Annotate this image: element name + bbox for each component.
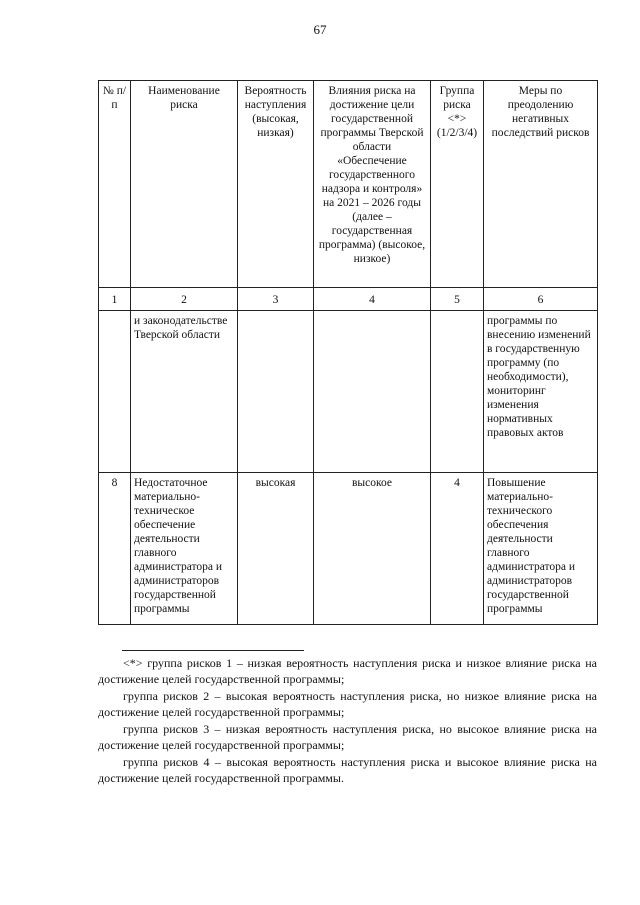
- footnote-group-4: группа рисков 4 – высокая вероятность наступления риска и высокое влияние риска на достижение целей государственной программы.: [98, 755, 597, 785]
- risk-group-cell: [431, 311, 484, 473]
- risk-name-cell: Недостаточное материально-техническое обеспечение деятельности главного администратора и администраторов государственной программы: [131, 473, 238, 625]
- header-risk-group: Группа риска <*> (1/2/3/4): [431, 81, 484, 288]
- table-header-row: [99, 81, 598, 288]
- row-number: [99, 311, 131, 473]
- column-number: 4: [314, 288, 431, 311]
- header-impact: Влияния риска на достижение цели государственной программы Тверской области «Обеспечение государственного надзора и контроля» на 2021 – 2026 годы (далее – государственная программа) (высокое, низкое): [314, 81, 431, 288]
- column-number: 6: [484, 288, 598, 311]
- footnote-group-2: группа рисков 2 – высокая вероятность наступления риска, но низкое влияние риска на достижение целей государственной программы;: [98, 689, 597, 719]
- probability-cell: высокая: [238, 473, 314, 625]
- header-risk-name: Наименование риска: [131, 81, 238, 288]
- risk-name-cell: и законодательстве Тверской области: [131, 311, 238, 473]
- footnote-group-3: группа рисков 3 – низкая вероятность наступления риска, но высокое влияние риска на достижение целей государственной программы;: [98, 722, 597, 752]
- column-number-row: [99, 288, 598, 311]
- column-number: 1: [99, 288, 131, 311]
- footnote-group-1: <*> группа рисков 1 – низкая вероятность наступления риска и низкое влияние риска на достижение целей государственной программы;: [98, 656, 597, 686]
- measures-cell: программы по внесению изменений в государственную программу (по необходимости), мониторинг изменения нормативных правовых актов: [484, 311, 598, 473]
- table-row: [99, 473, 598, 625]
- header-number: № п/п: [99, 81, 131, 288]
- impact-cell: [314, 311, 431, 473]
- risk-table: [98, 80, 598, 625]
- column-number: 3: [238, 288, 314, 311]
- measures-cell: Повышение материально-технического обеспечения деятельности главного администратора и администраторов государственной программы: [484, 473, 598, 625]
- footnote-separator: [122, 650, 304, 651]
- table-row: [99, 311, 598, 473]
- header-probability: Вероятность наступления (высокая, низкая): [238, 81, 314, 288]
- page-number: 67: [313, 22, 327, 37]
- footnotes: [98, 655, 597, 787]
- row-number: 8: [99, 473, 131, 625]
- column-number: 2: [131, 288, 238, 311]
- header-measures: Меры по преодолению негативных последствий рисков: [484, 81, 598, 288]
- probability-cell: [238, 311, 314, 473]
- impact-cell: высокое: [314, 473, 431, 625]
- column-number: 5: [431, 288, 484, 311]
- risk-group-cell: 4: [431, 473, 484, 625]
